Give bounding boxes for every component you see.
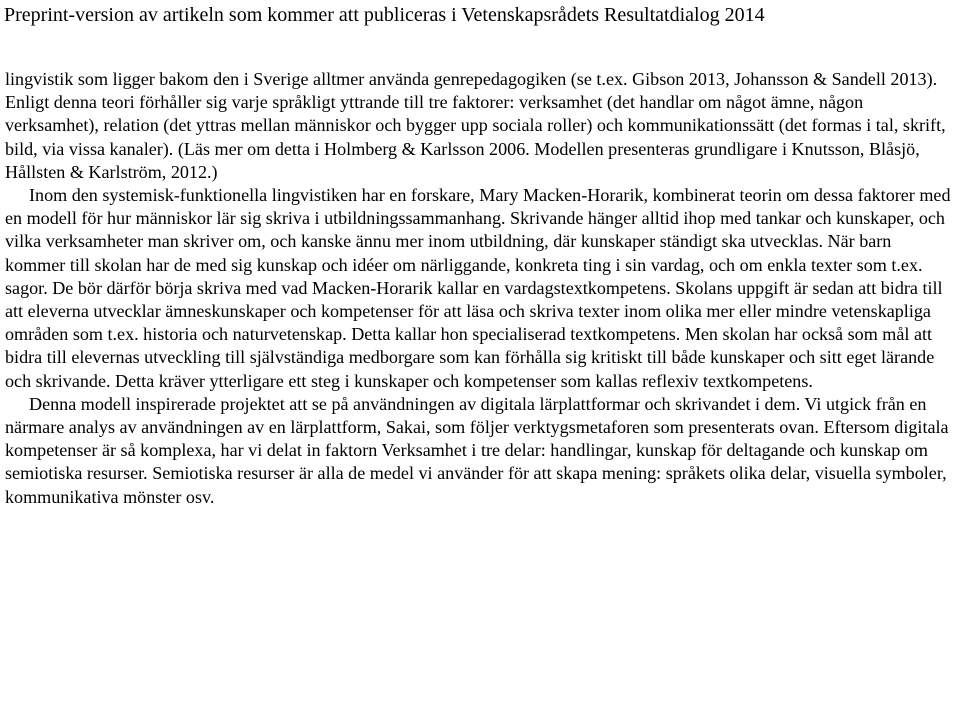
body-text <box>5 68 955 509</box>
page-header: Preprint-version av artikeln som kommer att publiceras i Vetenskapsrådets Resultatdialog 2014 <box>4 4 765 26</box>
paragraph-2: Inom den systemisk-funktionella lingvistiken har en forskare, Mary Macken-Horarik, kombinerat teorin om dessa faktorer med en modell för hur människor lär sig skriva i utbildningssammanhang. Skrivande hänger alltid ihop med tankar och kunskaper, och vilka verksamheter man skriver om, och kanske ännu mer inom utbildning, där kunskaper ständigt ska utvecklas. När barn kommer till skolan har de med sig kunskap och idéer om närliggande, konkreta ting i sin vardag, och om enkla texter som t.ex. sagor. De bör därför börja skriva med vad Macken-Horarik kallar en vardagstextkompetens. Skolans uppgift är sedan att bidra till att eleverna utvecklar ämneskunskaper och kompetenser för att läsa och skriva texter inom olika mer eller mindre vetenskapliga områden som t.ex. historia och naturvetenskap. Detta kallar hon specialiserad textkompetens. Men skolan har också som mål att bidra till elevernas utveckling till självständiga medborgare som kan förhålla sig kritiskt till både kunskaper och sitt eget lärande och skrivande. Detta kräver ytterligare ett steg i kunskaper och kompetenser som kallas reflexiv textkompetens. <box>5 185 951 391</box>
paragraph-1: lingvistik som ligger bakom den i Sverige alltmer använda genrepedagogiken (se t.ex. Gibson 2013, Johansson & Sandell 2013). Enligt denna teori förhåller sig varje språkligt yttrande till tre faktorer: verksamhet (det handlar om något ämne, någon verksamhet), relation (det yttras mellan människor och bygger upp sociala roller) och kommunikationssätt (det formas i tal, skrift, bild, via vissa kanaler). (Läs mer om detta i Holmberg & Karlsson 2006. Modellen presenteras grundligare i Knutsson, Blåsjö, Hållsten & Karlström, 2012.) <box>5 69 946 182</box>
paragraph-3: Denna modell inspirerade projektet att se på användningen av digitala lärplattformar och skrivandet i dem. Vi utgick från en närmare analys av användningen av en lärplattform, Sakai, som följer verktygsmetaforen som presenterats ovan. Eftersom digitala kompetenser är så komplexa, har vi delat in faktorn Verksamhet i tre delar: handlingar, kunskap för deltagande och kunskap om semiotiska resurser. Semiotiska resurser är alla de medel vi använder för att skapa mening: språkets olika delar, visuella symboler, kommunikativa mönster osv. <box>5 393 949 507</box>
